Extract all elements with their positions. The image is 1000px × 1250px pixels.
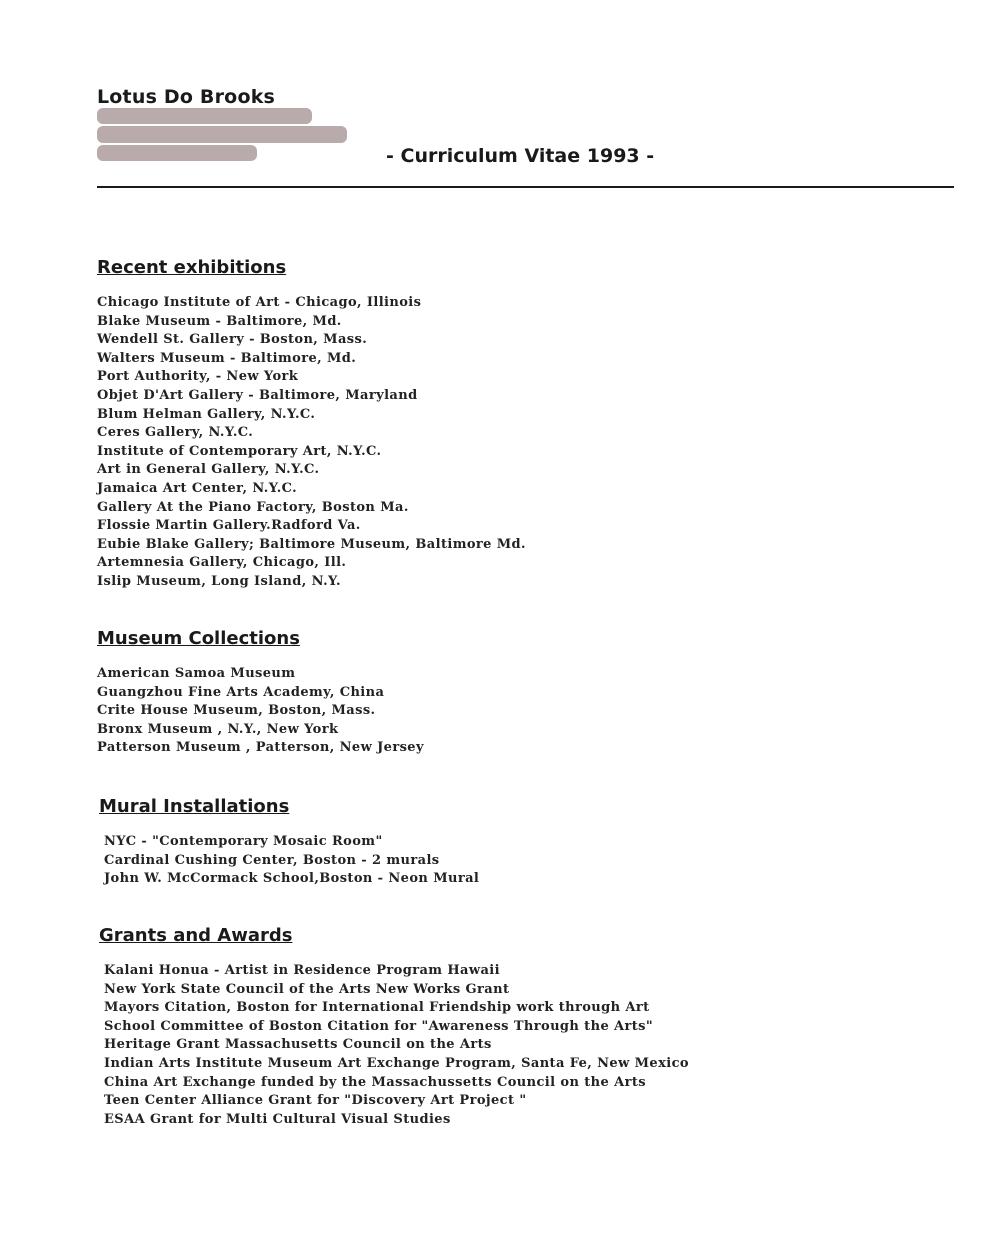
- list-item: Guangzhou Fine Arts Academy, China: [97, 684, 385, 700]
- redacted-address-line-2: [97, 126, 347, 143]
- list-item: Bronx Museum , N.Y., New York: [97, 721, 339, 737]
- grants-list: [99, 962, 689, 1129]
- section-grants-awards: [99, 925, 689, 1129]
- list-item: Gallery At the Piano Factory, Boston Ma.: [97, 499, 409, 515]
- list-item: Crite House Museum, Boston, Mass.: [97, 703, 376, 719]
- list-item: Mayors Citation, Boston for International Friendship work through Art: [104, 1000, 650, 1016]
- list-item: Wendell St. Gallery - Boston, Mass.: [97, 332, 368, 348]
- list-item: China Art Exchange funded by the Massachussetts Council on the Arts: [104, 1074, 646, 1090]
- murals-list: [99, 833, 479, 889]
- list-item: Ceres Gallery, N.Y.C.: [97, 425, 254, 441]
- list-item: NYC - "Contemporary Mosaic Room": [104, 834, 383, 849]
- exhibitions-list: [97, 294, 526, 592]
- list-item: Cardinal Cushing Center, Boston - 2 murals: [104, 852, 440, 868]
- list-item: New York State Council of the Arts New Works Grant: [104, 981, 510, 997]
- list-item: Flossie Martin Gallery.Radford Va.: [97, 518, 361, 534]
- list-item: Heritage Grant Massachusetts Council on the Arts: [104, 1037, 492, 1053]
- list-item: Eubie Blake Gallery; Baltimore Museum, Baltimore Md.: [97, 536, 526, 552]
- collections-list: [97, 665, 424, 758]
- list-item: Islip Museum, Long Island, N.Y.: [97, 573, 341, 589]
- list-item: Port Authority, - New York: [97, 369, 299, 385]
- list-item: Indian Arts Institute Museum Art Exchange Program, Santa Fe, New Mexico: [104, 1055, 689, 1071]
- author-name: Lotus Do Brooks: [97, 86, 276, 108]
- list-item: Objet D'Art Gallery - Baltimore, Maryland: [97, 387, 418, 403]
- list-item: Blum Helman Gallery, N.Y.C.: [97, 406, 316, 422]
- section-heading: Museum Collections: [97, 628, 300, 649]
- list-item: John W. McCormack School,Boston - Neon Mural: [104, 871, 480, 887]
- list-item: Patterson Museum , Patterson, New Jersey: [97, 740, 424, 756]
- list-item: ESAA Grant for Multi Cultural Visual Studies: [104, 1111, 451, 1127]
- section-mural-installations: [99, 796, 479, 889]
- section-museum-collections: [97, 628, 424, 758]
- list-item: Walters Museum - Baltimore, Md.: [97, 350, 357, 366]
- section-heading: Mural Installations: [99, 796, 290, 817]
- document-title: - Curriculum Vitae 1993 -: [386, 145, 655, 167]
- redacted-phone: [97, 145, 257, 161]
- list-item: School Committee of Boston Citation for "Awareness Through the Arts": [104, 1018, 654, 1034]
- redacted-address-line-1: [97, 108, 312, 124]
- header-divider: [97, 186, 954, 188]
- section-recent-exhibitions: [97, 257, 526, 592]
- list-item: Kalani Honua - Artist in Residence Program Hawaii: [104, 963, 500, 978]
- list-item: Institute of Contemporary Art, N.Y.C.: [97, 443, 382, 459]
- list-item: Teen Center Alliance Grant for "Discovery Art Project ": [104, 1093, 527, 1109]
- list-item: Chicago Institute of Art - Chicago, Illinois: [97, 295, 422, 310]
- list-item: American Samoa Museum: [97, 666, 296, 681]
- list-item: Artemnesia Gallery, Chicago, Ill.: [97, 555, 347, 571]
- section-heading: Grants and Awards: [99, 925, 293, 946]
- section-heading: Recent exhibitions: [97, 257, 287, 278]
- list-item: Art in General Gallery, N.Y.C.: [97, 462, 320, 478]
- list-item: Blake Museum - Baltimore, Md.: [97, 313, 342, 329]
- list-item: Jamaica Art Center, N.Y.C.: [97, 480, 298, 496]
